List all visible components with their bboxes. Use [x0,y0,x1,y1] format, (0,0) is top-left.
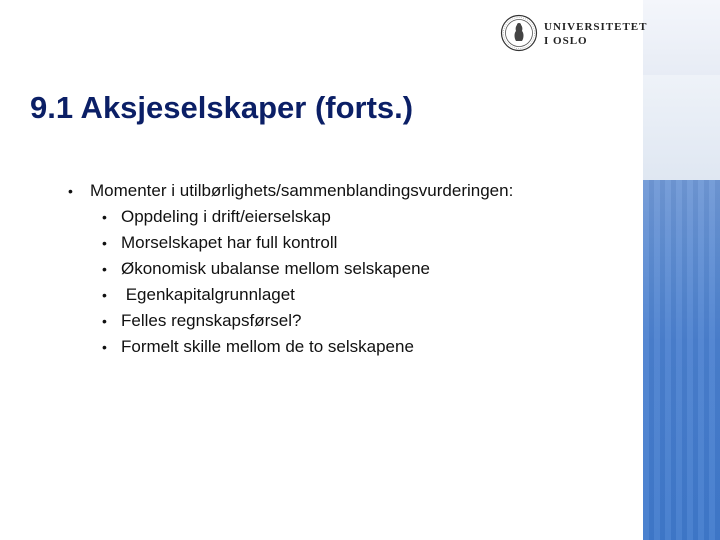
sub-bullet-text: Økonomisk ubalanse mellom selskapene [121,259,430,278]
decorative-statue-panel-middle [643,75,720,180]
bullet-dot-icon: • [102,339,107,355]
bullet-dot-icon: • [102,235,107,251]
decorative-statue-panel-top [643,0,720,75]
bullet-dot-icon: • [68,183,73,199]
bullet-dot-icon: • [102,313,107,329]
sub-bullet [68,334,628,360]
bullet-dot-icon: • [102,209,107,225]
bullet-dot-icon: • [102,287,107,303]
sub-bullet-list [68,204,628,360]
sub-bullet-text: Oppdeling i drift/eierselskap [121,207,331,226]
bullet-dot-icon: • [102,261,107,277]
sub-bullet [68,282,628,308]
logo-text-line1: UNIVERSITETET [544,21,648,33]
sub-bullet [68,256,628,282]
sub-bullet [68,308,628,334]
sub-bullet-text: Morselskapet har full kontroll [121,233,338,252]
main-bullet-text: Momenter i utilbørlighets/sammenblandingsvurderingen: [90,181,514,200]
sub-bullet-text: Felles regnskapsførsel? [121,311,302,330]
main-bullet [68,178,628,204]
slide-title: 9.1 Aksjeselskaper (forts.) [30,90,414,125]
sub-bullet-text: Egenkapitalgrunnlaget [121,285,295,304]
logo-text-line2: I OSLO [544,35,588,47]
sub-bullet [68,204,628,230]
university-seal-icon [500,14,538,52]
sub-bullet [68,230,628,256]
decorative-blue-panel-texture [643,180,720,540]
sub-bullet-text: Formelt skille mellom de to selskapene [121,337,414,356]
bullet-list [68,178,628,360]
